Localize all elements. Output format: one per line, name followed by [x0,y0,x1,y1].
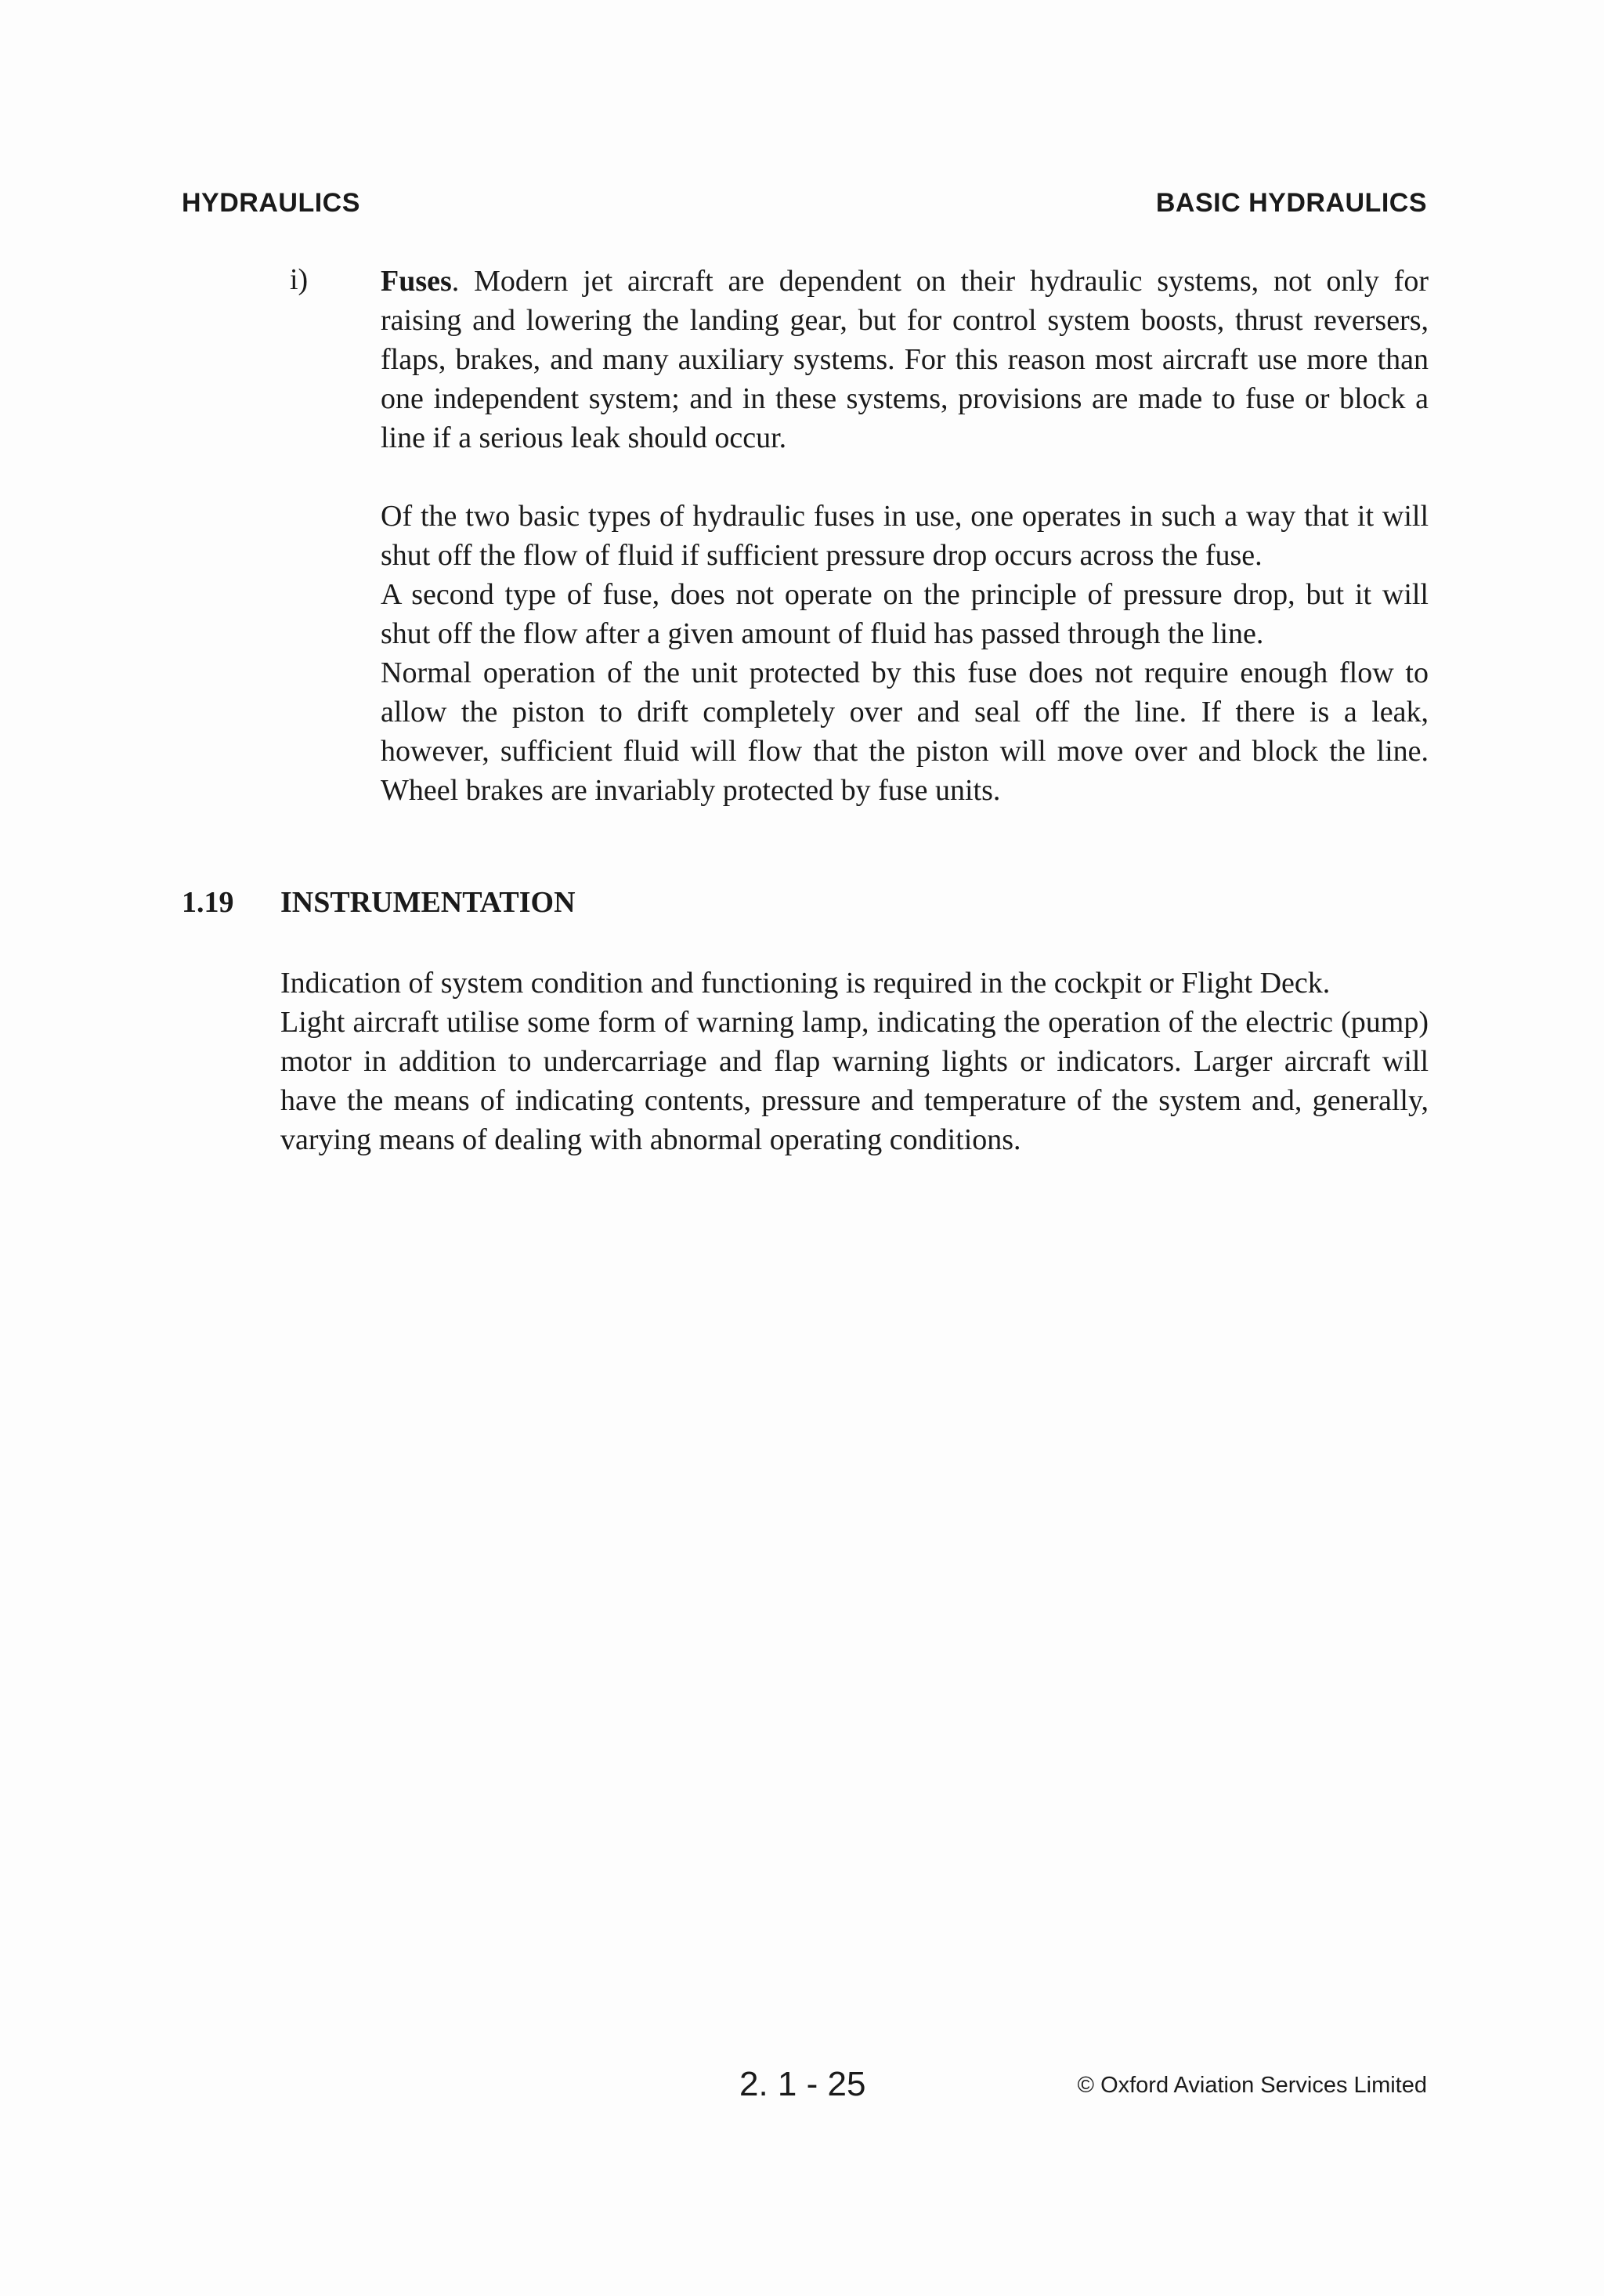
fuses-lead-term: Fuses [381,265,452,298]
fuses-paragraph-1 [381,262,1429,457]
instrumentation-section [280,964,1429,1159]
copyright-notice: © Oxford Aviation Services Limited [1077,2073,1427,2098]
section-number: 1.19 [182,886,234,919]
fuses-paragraph-1-text: . Modern jet aircraft are dependent on their hydraulic systems, not only for raising and lowering the landing gear, but for control system boosts, thrust reversers, flaps, brakes, and many auxiliary systems. For this reason most aircraft use more than one independent system; and in these systems, provisions are made to fuse or block a line if a serious leak should occur. [381,265,1429,454]
section-title: INSTRUMENTATION [280,886,576,919]
fuses-paragraph-4: Normal operation of the unit protected by this fuse does not require enough flow to allow the piston to drift completely over and seal off the line. If there is a leak, however, sufficient fluid will flow that the piston will move over and block the line. Wheel brakes are invariably protected by fuse units. [381,656,1429,807]
running-header-left: HYDRAULICS [182,188,360,218]
list-item-marker: i) [290,263,309,296]
instrumentation-paragraph-2: Light aircraft utilise some form of warning lamp, indicating the operation of the electric (pump) motor in addition to undercarriage and flap warning lights or indicators. Larger aircraft will have the means of indicating contents, pressure and temperature of the system and, generally, varying means of dealing with abnormal operating conditions. [280,1006,1429,1156]
page-number: 2. 1 - 25 [739,2065,866,2103]
running-header-right: BASIC HYDRAULICS [1155,188,1427,218]
fuses-section [381,262,1429,810]
fuses-paragraph-2: Of the two basic types of hydraulic fuses in use, one operates in such a way that it will shut off the flow of fluid if sufficient pressure drop occurs across the fuse. [381,500,1429,572]
instrumentation-paragraph-1: Indication of system condition and functioning is required in the cockpit or Flight Deck. [280,967,1331,1000]
fuses-paragraph-3: A second type of fuse, does not operate on the principle of pressure drop, but it will shut off the flow after a given amount of fluid has passed through the line. [381,578,1429,650]
